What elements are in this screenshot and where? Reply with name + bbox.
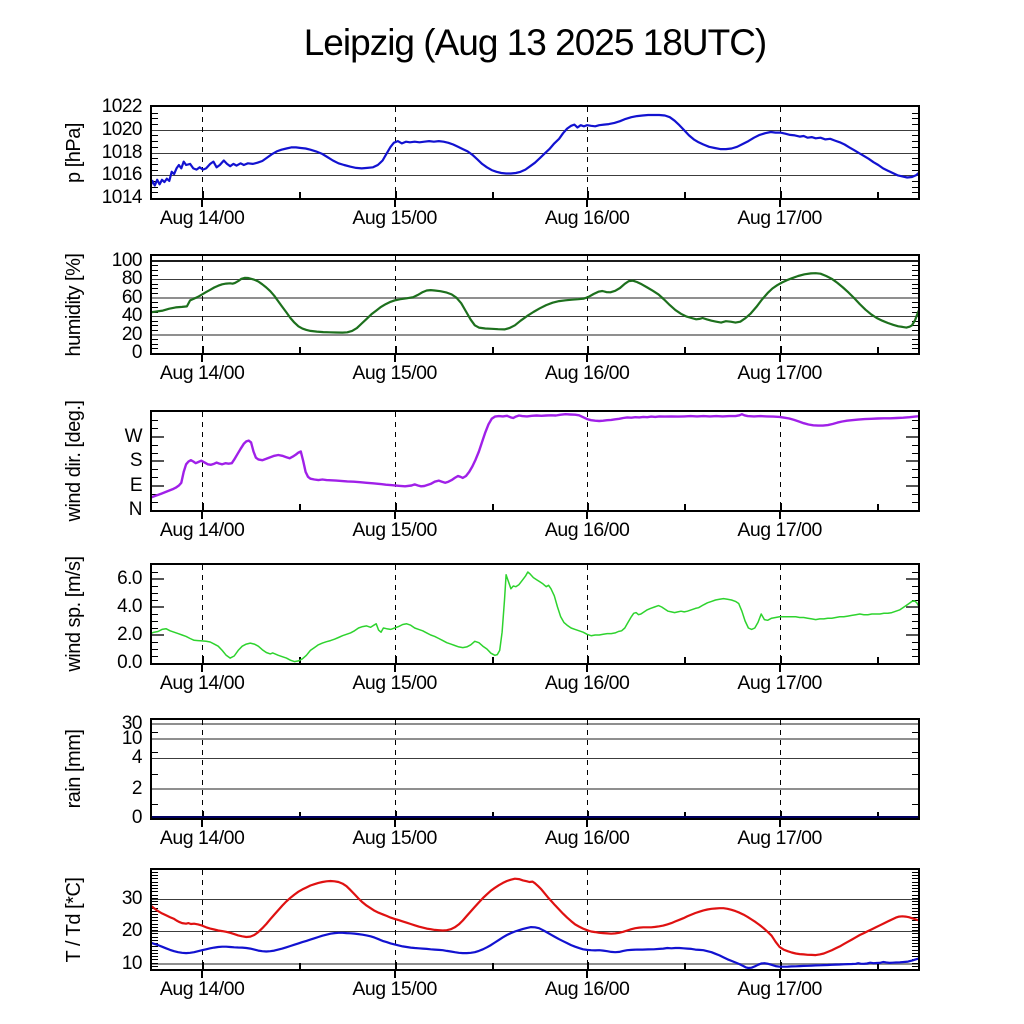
- x-tick-label-rain-3: Aug 17/00: [737, 827, 822, 849]
- y-tick-label-wind_speed-0.0: 0.0: [117, 652, 142, 673]
- x-major-tick-outer: [394, 663, 396, 672]
- pressure-y-axis-label: p [hPa]: [62, 122, 85, 183]
- x-tick-label-temperature-2: Aug 16/00: [544, 978, 630, 1000]
- wind-speed-line: [152, 572, 918, 662]
- x-tick-label-pressure-2: Aug 16/00: [544, 207, 630, 229]
- x-major-tick-outer: [201, 353, 203, 362]
- y-tick-label-temperature-20: 20: [121, 920, 142, 942]
- y-tick-label-humidity-80: 80: [121, 268, 142, 290]
- y-tick-label-humidity-100: 100: [111, 249, 142, 271]
- y-tick-label-pressure-1018: 1018: [101, 141, 142, 163]
- y-tick-label-wind_dir-S: S: [129, 450, 142, 471]
- y-tick-label-humidity-40: 40: [121, 305, 142, 327]
- x-tick-label-wind_dir-3: Aug 17/00: [737, 519, 822, 541]
- y-tick-label-temperature-10: 10: [121, 952, 142, 974]
- x-tick-label-temperature-0: Aug 14/00: [159, 978, 245, 1000]
- x-major-tick-outer: [586, 663, 588, 672]
- y-tick-label-rain-4: 4: [131, 747, 142, 769]
- x-major-tick-outer: [201, 198, 203, 207]
- wind_dir-y-axis-label: wind dir. [deg.]: [62, 400, 85, 522]
- panel-rain: [150, 718, 920, 820]
- x-major-tick-outer: [201, 969, 203, 978]
- y-tick-label-pressure-1016: 1016: [101, 164, 142, 186]
- x-major-tick-outer: [779, 353, 781, 362]
- x-major-tick-outer: [394, 353, 396, 362]
- temperature-y-axis-label: T / Td [*C]: [62, 877, 85, 962]
- y-tick-label-wind_speed-4.0: 4.0: [117, 596, 142, 617]
- plot-area-wind_speed: [152, 565, 918, 663]
- y-tick-label-wind_dir-N: N: [128, 499, 142, 520]
- x-major-tick-outer: [394, 198, 396, 207]
- y-tick-label-rain-30: 30: [121, 712, 142, 734]
- panel-wind_dir: [150, 410, 920, 512]
- y-tick-label-wind_dir-E: E: [129, 474, 142, 496]
- x-tick-label-wind_speed-2: Aug 16/00: [544, 672, 630, 694]
- panel-humidity: [150, 254, 920, 355]
- y-tick-label-wind_speed-6.0: 6.0: [117, 568, 142, 589]
- x-major-tick-outer: [586, 353, 588, 362]
- panel-pressure: [150, 105, 920, 200]
- x-tick-label-wind_dir-2: Aug 16/00: [544, 519, 630, 541]
- x-tick-label-wind_dir-1: Aug 15/00: [352, 519, 437, 541]
- x-major-tick-outer: [586, 818, 588, 827]
- plot-area-humidity: [152, 256, 918, 353]
- x-tick-label-rain-2: Aug 16/00: [544, 827, 630, 849]
- plot-area-pressure: [152, 107, 918, 198]
- x-tick-label-humidity-3: Aug 17/00: [737, 362, 822, 384]
- x-major-tick-outer: [779, 969, 781, 978]
- wind-direction-line: [152, 414, 918, 498]
- x-tick-label-wind_dir-0: Aug 14/00: [159, 519, 245, 541]
- x-major-tick-outer: [586, 969, 588, 978]
- wind_speed-y-axis-label: wind sp. [m/s]: [62, 556, 85, 672]
- x-tick-label-pressure-1: Aug 15/00: [352, 207, 437, 229]
- temperature-line: [152, 879, 918, 955]
- humidity-line: [152, 273, 918, 332]
- plot-area-rain: [152, 720, 918, 818]
- y-tick-label-pressure-1022: 1022: [101, 96, 142, 117]
- x-tick-label-wind_speed-0: Aug 14/00: [159, 672, 245, 694]
- x-major-tick-outer: [201, 818, 203, 827]
- x-tick-label-humidity-1: Aug 15/00: [352, 362, 437, 384]
- x-major-tick-outer: [394, 818, 396, 827]
- plot-area-temperature: [152, 870, 918, 969]
- x-major-tick-outer: [779, 510, 781, 519]
- x-tick-label-pressure-3: Aug 17/00: [737, 207, 822, 229]
- y-tick-label-wind_dir-W: W: [124, 425, 142, 447]
- pressure-line: [152, 115, 918, 188]
- x-major-tick-outer: [779, 663, 781, 672]
- dewpoint-line: [152, 927, 918, 968]
- x-tick-label-rain-1: Aug 15/00: [352, 827, 437, 849]
- rain-y-axis-label: rain [mm]: [62, 729, 85, 809]
- y-tick-label-humidity-60: 60: [121, 286, 142, 308]
- y-tick-label-wind_speed-2.0: 2.0: [117, 624, 142, 645]
- x-tick-label-wind_speed-1: Aug 15/00: [352, 672, 437, 694]
- x-major-tick-outer: [201, 663, 203, 672]
- x-tick-label-humidity-2: Aug 16/00: [544, 362, 630, 384]
- x-major-tick-outer: [586, 510, 588, 519]
- panel-wind_speed: [150, 563, 920, 665]
- y-tick-label-humidity-0: 0: [131, 342, 142, 363]
- x-major-tick-outer: [779, 198, 781, 207]
- chart-title: Leipzig (Aug 13 2025 18UTC): [303, 22, 767, 63]
- y-tick-label-pressure-1014: 1014: [101, 187, 142, 208]
- plot-area-wind_dir: [152, 412, 918, 510]
- panel-temperature: [150, 868, 920, 971]
- x-tick-label-temperature-1: Aug 15/00: [352, 978, 437, 1000]
- x-tick-label-humidity-0: Aug 14/00: [159, 362, 245, 384]
- x-major-tick-outer: [586, 198, 588, 207]
- y-tick-label-rain-2: 2: [131, 778, 142, 800]
- x-tick-label-pressure-0: Aug 14/00: [159, 207, 245, 229]
- y-tick-label-pressure-1020: 1020: [101, 118, 142, 140]
- x-tick-label-rain-0: Aug 14/00: [159, 827, 245, 849]
- y-tick-label-humidity-20: 20: [121, 323, 142, 345]
- y-tick-label-temperature-30: 30: [121, 888, 142, 910]
- y-tick-label-rain-10: 10: [121, 728, 142, 750]
- x-major-tick-outer: [201, 510, 203, 519]
- x-major-tick-outer: [394, 969, 396, 978]
- x-tick-label-temperature-3: Aug 17/00: [737, 978, 822, 1000]
- x-major-tick-outer: [394, 510, 396, 519]
- y-tick-label-rain-0: 0: [131, 807, 142, 828]
- x-major-tick-outer: [779, 818, 781, 827]
- x-tick-label-wind_speed-3: Aug 17/00: [737, 672, 822, 694]
- humidity-y-axis-label: humidity [%]: [62, 253, 85, 356]
